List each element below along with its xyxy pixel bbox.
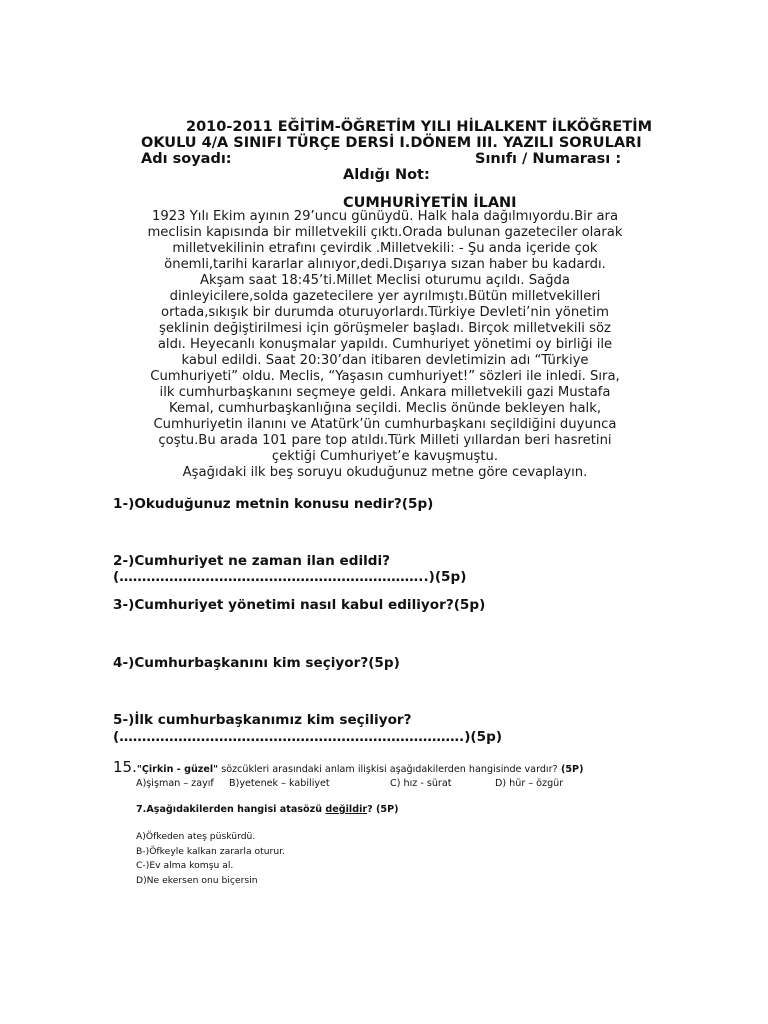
passage-line: önemli,tarihi kararlar alınıyor,dedi.Dışarıya sızan haber bu kadardı. (164, 257, 606, 272)
question-7-emphasis: değildir (325, 804, 368, 815)
q7-option-d: D)Ne ekersen onu biçersin (136, 875, 258, 886)
question-7-prefix: 7.Aşağıdakilerden hangisi atasözü (136, 804, 326, 815)
question-3: 3-)Cumhuriyet yönetimi nasıl kabul ediliyor?(5p) (113, 597, 486, 613)
passage-line: dinleyicilere,solda gazetecilere yer ayrılmıştı.Bütün milletvekilleri (169, 289, 601, 304)
passage-line: çoştu.Bu arada 101 pare top atıldı.Türk Milleti yıllardan beri hasretini (158, 433, 612, 448)
passage-line: şeklinin değiştirilmesi için görüşmeler başladı. Birçok milletvekili söz (159, 321, 611, 336)
class-number-label: Sınıfı / Numarası : (475, 151, 622, 167)
question-7-points: ? (5P) (367, 804, 399, 815)
passage-line: çektiği Cumhuriyet’e kavuşmuştu. (271, 449, 499, 464)
passage-line: Akşam saat 18:45’ti.Millet Meclisi oturumu açıldı. Sağda (199, 273, 571, 288)
passage-line: meclisin kapısında bir milletvekili çıktı.Orada bulunan gazeteciler olarak (147, 225, 623, 240)
q15-option-a: A)şişman – zayıf (136, 778, 214, 789)
question-15-points: (5P) (557, 764, 584, 775)
question-1: 1-)Okuduğunuz metnin konusu nedir?(5p) (113, 496, 434, 512)
question-15-quote: "Çirkin - güzel" (136, 764, 219, 775)
exam-title-line-2: OKULU 4/A SINIFI TÜRÇE DERSİ I.DÖNEM III. YAZILI SORULARI (141, 135, 642, 151)
instruction-line: Aşağıdaki ilk beş soruyu okuduğunuz metne göre cevaplayın. (182, 465, 588, 480)
passage-line: aldı. Heyecanlı konuşmalar yapıldı. Cumhuriyet yönetimi oy birliği ile (157, 337, 613, 352)
passage-line: ortada,sıkışık bir durumda oturuyorlardı.Türkiye Devleti’nin yönetim (161, 305, 609, 320)
name-label: Adı soyadı: (141, 151, 232, 167)
question-5-answer-blank: (………………………………………………………………….)(5p) (113, 729, 503, 745)
passage-title: CUMHURİYETİN İLANI (343, 195, 517, 211)
question-2: 2-)Cumhuriyet ne zaman ilan edildi? (113, 553, 391, 569)
q7-option-c: C-)Ev alma komşu al. (136, 860, 234, 871)
passage-line: kabul edildi. Saat 20:30’dan itibaren devletimizin adı “Türkiye (181, 353, 589, 368)
question-2-answer-blank: (…………………………………………………………..)(5p) (113, 569, 467, 585)
passage-line: Cumhuriyetin ilanını ve Atatürk’ün cumhurbaşkanı seçildiğini duyunca (153, 417, 617, 432)
passage-line: ilk cumhurbaşkanını seçmeye geldi. Ankara milletvekili gazi Mustafa (159, 385, 611, 400)
passage-line: Cumhuriyeti” oldu. Meclis, “Yaşasın cumhuriyet!” sözleri ile inledi. Sıra, (150, 369, 620, 384)
exam-title-line-1: 2010-2011 EĞİTİM-ÖĞRETİM YILI HİLALKENT İLKÖĞRETİM (186, 119, 653, 135)
passage-line: 1923 Yılı Ekim ayının 29’uncu günüydü. Halk hala dağılmıyordu.Bir ara (151, 209, 619, 224)
question-5: 5-)İlk cumhurbaşkanımız kim seçiliyor? (113, 712, 412, 728)
question-4: 4-)Cumhurbaşkanını kim seçiyor?(5p) (113, 655, 400, 671)
passage-line: Kemal, cumhurbaşkanlığına seçildi. Meclis önünde bekleyen halk, (168, 401, 602, 416)
q15-option-d: D) hür – özgür (495, 778, 564, 789)
question-15 (113, 757, 583, 776)
question-7 (136, 804, 399, 815)
q15-option-b: B)yetenek – kabiliyet (229, 778, 330, 789)
q7-option-a: A)Öfkeden ateş püskürdü. (136, 831, 256, 842)
passage-line: milletvekilinin etrafını çevirdik .Milletvekili: - Şu anda içeride çok (172, 241, 598, 256)
grade-label: Aldığı Not: (343, 167, 430, 183)
question-15-stem: sözcükleri arasındaki anlam ilişkisi aşağıdakilerden hangisinde vardır? (218, 764, 558, 775)
question-15-number: 15. (113, 758, 137, 776)
q7-option-b: B-)Öfkeyle kalkan zararla oturur. (136, 846, 285, 857)
passage-body (120, 209, 650, 481)
q15-option-c: C) hız - sürat (390, 778, 452, 789)
